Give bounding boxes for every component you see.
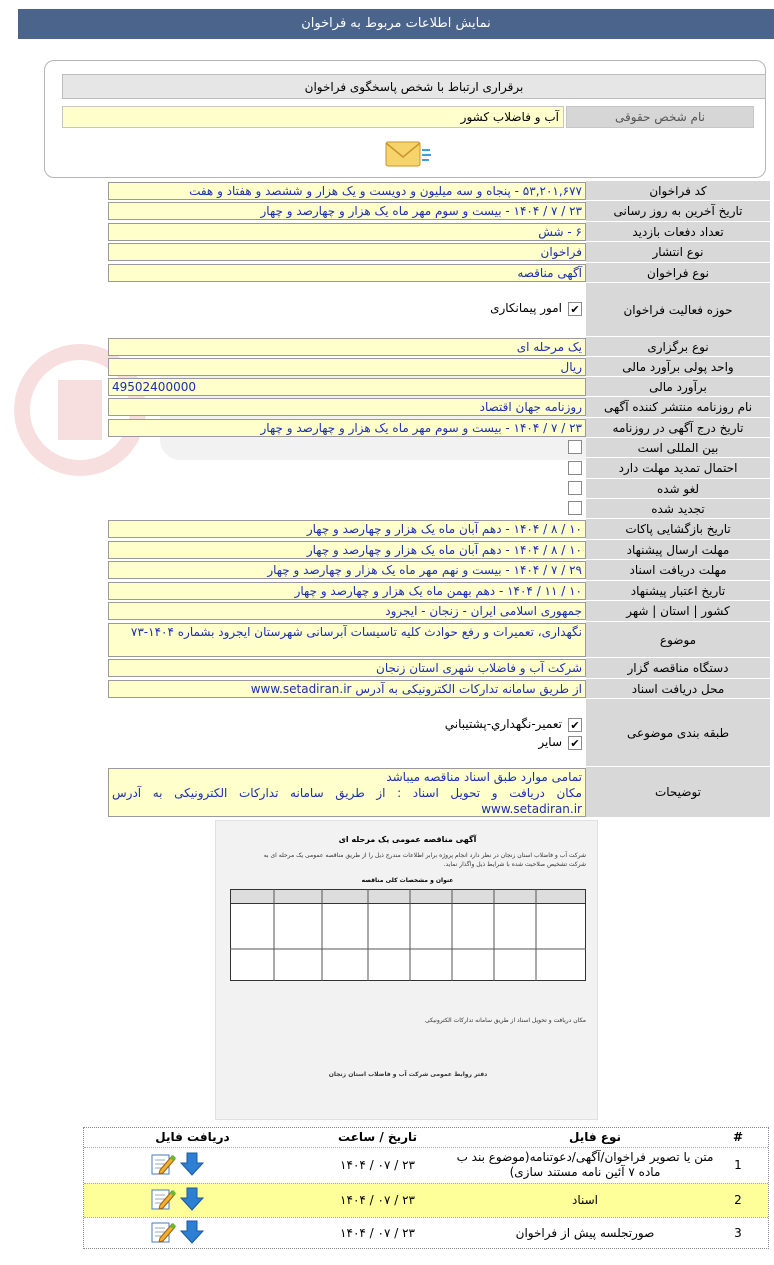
extension-checkbox[interactable]: [568, 461, 582, 475]
file-row-3-date: ۲۳ / ۰۷ / ۱۴۰۴: [340, 1226, 415, 1240]
download-arrow-icon[interactable]: [179, 1220, 205, 1244]
activity-checkbox[interactable]: ✔: [568, 302, 582, 316]
category-checkbox-1[interactable]: ✔: [568, 718, 582, 732]
activity-option: امور پیمانکاری: [490, 301, 562, 315]
person-label: نام شخص حقوقی: [566, 106, 754, 128]
renewed-checkbox[interactable]: [568, 501, 582, 515]
estimate-label: برآورد مالی: [586, 377, 770, 397]
renewed-label: تجدید شده: [586, 499, 770, 519]
contact-heading[interactable]: برقراری ارتباط با شخص پاسخگوی فراخوان: [62, 74, 766, 99]
file-row-2-type: اسناد: [571, 1193, 598, 1207]
notes-value: [108, 768, 586, 817]
subject-label: موضوع: [586, 622, 770, 658]
docs-place-value: از طریق سامانه تدارکات الکترونیکی به آدرس www.setadiran.ir: [108, 680, 586, 698]
ad-footer-1: مکان دریافت و تحویل اسناد از طریق سامانه تدارکات الکترونیکی: [425, 1017, 586, 1024]
file-row-1-type: متن یا تصویر فراخوان/آگهی/دعوتنامه(موضوع بند ب ماده ۷ آئین نامه مستند سازی): [456, 1150, 714, 1179]
ad-intro-line-2: شرکت تشخیص صلاحیت شده با شرایط ذیل واگذار نماید.: [443, 861, 586, 868]
currency-value: ریال: [108, 358, 586, 376]
ad-image[interactable]: [215, 820, 598, 1120]
cancelled-label: لغو شده: [586, 479, 770, 499]
ad-table: [230, 889, 586, 981]
person-value: آب و فاضلاب کشور: [62, 106, 564, 128]
ad-intro: [230, 851, 586, 869]
docs-deadline-value: ۲۹ / ۷ / ۱۴۰۴ - بیست و نهم مهر ماه یک هزار و چهارصد و چهار: [108, 561, 586, 579]
category-label: طبقه بندی موضوعی: [586, 699, 770, 767]
edit-icon[interactable]: [150, 1152, 176, 1176]
files-header-index: #: [732, 1130, 744, 1144]
category-option-2: سایر: [538, 735, 562, 749]
submit-deadline-value: ۱۰ / ۸ / ۱۴۰۴ - دهم آبان ماه یک هزار و چهارصد و چهار: [108, 541, 586, 559]
notes-line-1: تمامی موارد طبق اسناد مناقصه میباشد: [386, 770, 582, 784]
estimate-value: 49502400000: [108, 378, 586, 396]
file-row-3-index: 3: [734, 1226, 742, 1240]
code-value: ۵۳,۲۰۱,۶۷۷ - پنجاه و سه میلیون و دویست و یک هزار و ششصد و هفتاد و هفت: [108, 182, 586, 200]
activity-label: حوزه فعالیت فراخوان: [586, 283, 770, 337]
submit-deadline-label: مهلت ارسال پیشنهاد: [586, 540, 770, 560]
newspaper-label: نام روزنامه منتشر کننده آگهی: [586, 397, 770, 418]
org-label: دستگاه مناقصه گزار: [586, 658, 770, 679]
ad-footer-2: دفتر روابط عمومی شرکت آب و فاضلاب استان زنجان: [328, 1071, 488, 1078]
page-title: نمایش اطلاعات مربوط به فراخوان: [18, 9, 774, 39]
opening-date-label: تاریخ بازگشایی پاکات: [586, 519, 770, 540]
file-row-1-date: ۲۳ / ۰۷ / ۱۴۰۴: [340, 1158, 415, 1172]
validity-value: ۱۰ / ۱۱ / ۱۴۰۴ - دهم بهمن ماه یک هزار و چهارصد و چهار: [108, 582, 586, 600]
validity-label: تاریخ اعتبار پیشنهاد: [586, 581, 770, 601]
notes-label: توضیحات: [586, 767, 770, 818]
visits-label: تعداد دفعات بازدید: [586, 222, 770, 242]
call-type-value: آگهی مناقصه: [108, 264, 586, 282]
visits-value: ۶ - شش: [108, 223, 586, 241]
holding-type-value: یک مرحله ای: [108, 338, 586, 356]
ad-title: آگهی مناقصه عمومی یک مرحله ای: [338, 835, 477, 844]
envelope-icon[interactable]: [384, 138, 432, 170]
files-header-date: تاریخ / ساعت: [337, 1130, 418, 1144]
code-label: کد فراخوان: [586, 181, 770, 201]
publish-type-value: فراخوان: [108, 243, 586, 261]
location-label: کشور | استان | شهر: [586, 601, 770, 622]
download-arrow-icon[interactable]: [179, 1187, 205, 1211]
file-row-2-date: ۲۳ / ۰۷ / ۱۴۰۴: [340, 1193, 415, 1207]
newspaper-value: روزنامه جهان اقتصاد: [108, 398, 586, 416]
edit-icon[interactable]: [150, 1220, 176, 1244]
currency-label: واحد پولی برآورد مالی: [586, 357, 770, 377]
ad-table-title: عنوان و مشخصات کلی مناقصه: [361, 877, 454, 884]
international-checkbox[interactable]: [568, 440, 582, 454]
last-update-value: ۲۳ / ۷ / ۱۴۰۴ - بیست و سوم مهر ماه یک هزار و چهارصد و چهار: [108, 202, 586, 220]
international-label: بین المللی است: [586, 438, 770, 458]
newspaper-date-label: تاریخ درج آگهی در روزنامه: [586, 418, 770, 438]
file-row-2-index: 2: [734, 1193, 742, 1207]
last-update-label: تاریخ آخرین به روز رسانی: [586, 201, 770, 222]
edit-icon[interactable]: [150, 1187, 176, 1211]
opening-date-value: ۱۰ / ۸ / ۱۴۰۴ - دهم آبان ماه یک هزار و چهارصد و چهار: [108, 520, 586, 538]
category-checkbox-2[interactable]: ✔: [568, 736, 582, 750]
files-header-download: دریافت فایل: [155, 1130, 230, 1144]
newspaper-date-value: ۲۳ / ۷ / ۱۴۰۴ - بیست و سوم مهر ماه یک هزار و چهارصد و چهار: [108, 419, 586, 437]
subject-value: نگهداری، تعمیرات و رفع حوادث کلیه تاسیسات آبرسانی شهرستان ایجرود بشماره ۱۴۰۴-۷۳: [108, 623, 586, 657]
download-arrow-icon[interactable]: [179, 1152, 205, 1176]
cancelled-checkbox[interactable]: [568, 481, 582, 495]
publish-type-label: نوع انتشار: [586, 242, 770, 263]
docs-deadline-label: مهلت دریافت اسناد: [586, 560, 770, 581]
docs-place-label: محل دریافت اسناد: [586, 679, 770, 699]
ad-intro-line-1: شرکت آب و فاضلاب استان زنجان در نظر دارد انجام پروژه برابر اطلاعات مندرج ذیل را از طریق مناقصه عمومی یک مرحله ای به: [263, 852, 586, 859]
category-option-1: تعمير-نگهداري-پشتيباني: [444, 717, 562, 731]
file-row-1-index: 1: [734, 1158, 742, 1172]
holding-type-label: نوع برگزاری: [586, 337, 770, 357]
extension-label: احتمال تمدید مهلت دارد: [586, 458, 770, 479]
org-value: شرکت آب و فاضلاب شهری استان زنجان: [108, 659, 586, 677]
call-type-label: نوع فراخوان: [586, 263, 770, 283]
location-value: جمهوری اسلامی ایران - زنجان - ایجرود: [108, 602, 586, 620]
notes-line-2: مکان دریافت و تحویل اسناد : از طریق سامانه تدارکات الکترونیکی به آدرس www.setadiran.ir: [112, 786, 582, 816]
files-header-type: نوع فایل: [569, 1130, 621, 1144]
file-row-3-type: صورتجلسه پیش از فراخوان: [515, 1226, 655, 1240]
